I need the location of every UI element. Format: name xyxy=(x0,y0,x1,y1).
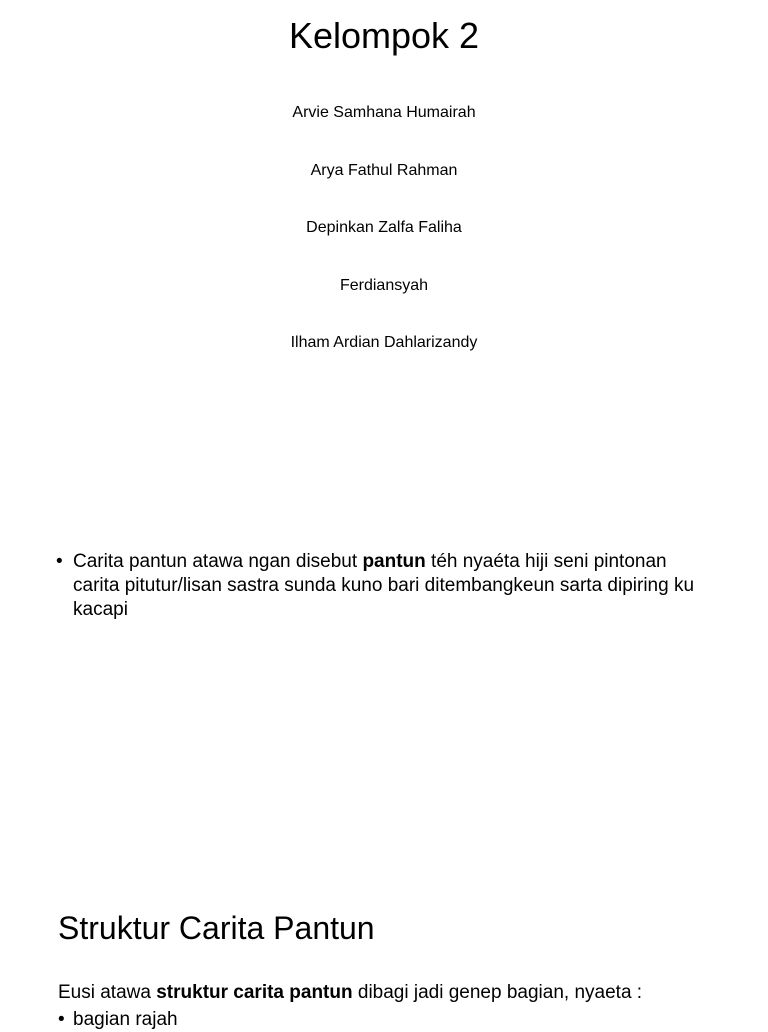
definition-keyword: pantun xyxy=(362,551,426,572)
structure-intro-start: Eusi atawa xyxy=(58,982,157,1003)
structure-list-item xyxy=(58,1008,178,1032)
member-name: Arya Fathul Rahman xyxy=(310,162,458,179)
slide-members xyxy=(0,0,768,400)
structure-keyword: struktur carita pantun xyxy=(156,982,353,1003)
slide-structure xyxy=(0,880,768,1030)
member-name: Ilham Ardian Dahlarizandy xyxy=(290,334,478,351)
definition-text-start: Carita pantun atawa ngan disebut xyxy=(73,551,363,572)
member-name: Arvie Samhana Humairah xyxy=(292,104,476,121)
structure-intro xyxy=(58,981,758,1005)
slide-title: Struktur Carita Pantun xyxy=(58,910,375,946)
definition-bullet xyxy=(56,550,716,622)
member-name: Ferdiansyah xyxy=(339,277,429,294)
slide-definition xyxy=(0,480,768,780)
bullet-icon: • xyxy=(58,1009,65,1030)
bullet-icon: • xyxy=(56,551,63,572)
definition-text-end: téh nyaéta hiji seni pintonan carita pitutur/lisan sastra sunda kuno bari ditembangkeun sarta dipiring ku kacapi xyxy=(73,551,695,620)
member-name: Depinkan Zalfa Faliha xyxy=(306,219,462,236)
structure-intro-end: dibagi jadi genep bagian, nyaeta : xyxy=(352,982,643,1003)
structure-item-label: bagian rajah xyxy=(73,1009,178,1030)
slide-title: Kelompok 2 xyxy=(288,15,480,56)
definition-text xyxy=(73,550,716,622)
